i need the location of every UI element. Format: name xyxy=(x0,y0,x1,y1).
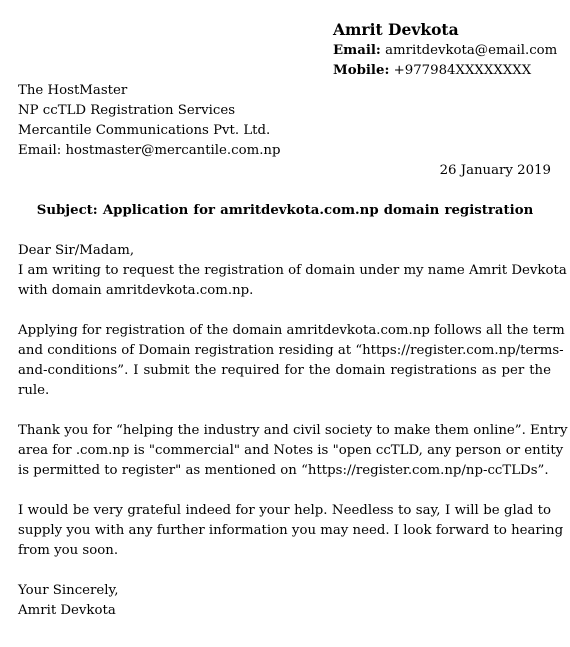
paragraph-line: is permitted to register" as mentioned on “https://register.com.np/np-ccTLDs”. xyxy=(18,463,549,478)
salutation: Dear Sir/Madam, xyxy=(18,243,135,258)
paragraph-line: with domain amritdevkota.com.np. xyxy=(18,283,254,298)
paragraph-line: I am writing to request the registration of domain under my name Amrit Devkota xyxy=(18,263,567,278)
recipient-company: Mercantile Communications Pvt. Ltd. xyxy=(18,123,271,138)
paragraph-line: I would be very grateful indeed for your help. Needless to say, I will be glad to xyxy=(18,503,551,518)
paragraph-line: Applying for registration of the domain amritdevkota.com.np follows all the term xyxy=(18,323,565,338)
paragraph-line: area for .com.np is "commercial" and Notes is "open ccTLD, any person or entity xyxy=(18,443,564,458)
paragraph-line: from you soon. xyxy=(18,543,119,558)
paragraph-line: and-conditions”. I submit the required for the domain registrations as per the xyxy=(18,363,551,378)
paragraph-line: Thank you for “helping the industry and civil society to make them online”. Entry xyxy=(18,423,568,438)
letter-subject: Subject: Application for amritdevkota.com.np domain registration xyxy=(36,203,534,218)
paragraph-line: supply you with any further information you may need. I look forward to hearing xyxy=(18,523,564,538)
sender-mobile xyxy=(333,61,531,81)
paragraph-line: rule. xyxy=(18,383,50,398)
sender-email xyxy=(333,41,557,61)
sender-name: Amrit Devkota xyxy=(333,20,459,39)
sender-email-value: amritdevkota@email.com xyxy=(385,43,558,58)
sender-mobile-value: +977984XXXXXXXX xyxy=(393,63,532,78)
sender-email-label: Email: xyxy=(333,43,381,58)
sender-mobile-label: Mobile: xyxy=(333,63,390,78)
paragraph-line: and conditions of Domain registration residing at “https://register.com.np/terms- xyxy=(18,343,564,358)
closing: Your Sincerely, xyxy=(18,583,119,598)
letter-date: 26 January 2019 xyxy=(439,163,551,178)
signature-name: Amrit Devkota xyxy=(18,603,116,618)
recipient-organization: NP ccTLD Registration Services xyxy=(18,103,236,118)
recipient-email: Email: hostmaster@mercantile.com.np xyxy=(18,143,281,158)
recipient-title: The HostMaster xyxy=(18,83,128,98)
